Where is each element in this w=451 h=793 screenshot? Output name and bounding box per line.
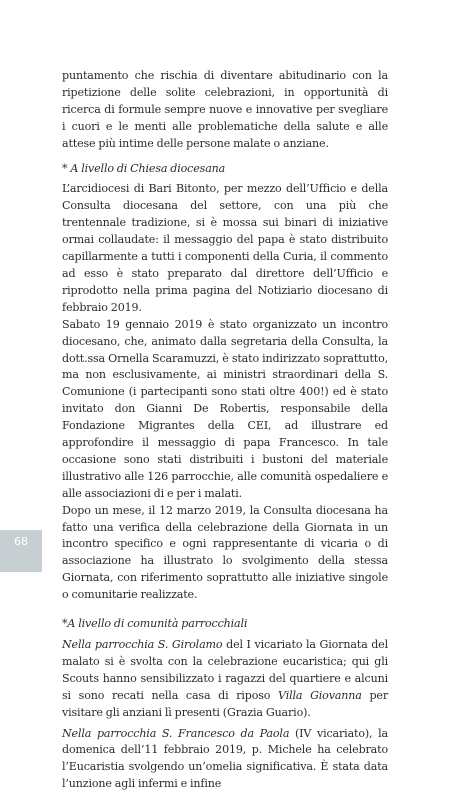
girolamo-text-a: del I vicariato la Giornata del malato si è svolta con la celebrazione eucaristica; qui gli Scouts hanno sensibilizzato i ragazzi del quartiere e alcuni si sono recati nella casa di riposo — [62, 638, 388, 702]
parish-name-francesco: Nella parrocchia S. Francesco da Paola — [62, 726, 290, 740]
paragraph-diocesana-2: Sabato 19 gennaio 2019 è stato organizzato un incontro diocesano, che, animato dalla segretaria della Consulta, la dott.ssa Ornella Scaramuzzi, è stato indirizzato soprattutto, ma non esclusivamente, ai ministri straordinari della S. Comunione (i partecipanti sono stati oltre 400!) ed è stato invitato don Gianni De Robertis, responsabile della Fondazione Migrantes della CEI, ad illustrare ed approfondire il messaggio di papa Francesco. In tale occasione sono stati distribuiti i bustoni del materiale illustrativo alle 126 parrocchie, alle comunità ospedaliere e alle associazioni di e per i malati. — [62, 317, 388, 500]
girolamo-text-b: per visitare gli anziani lì presenti (Grazia Guario). — [62, 688, 388, 719]
intro-paragraph: puntamento che rischia di diventare abitudinario con la ripetizione delle solite celebrazioni, in opportunità di ricerca di formule sempre nuove e innovative per svegliare i cuori e le menti alle problematiche della salute e alle attese più intime delle persone malate o anziane. — [62, 69, 388, 150]
francesco-text: (IV vicariato), la domenica dell’11 febbraio 2019, p. Michele ha celebrato l’Eucaristia svolgendo un’omelia significativa. È stata data l’unzione agli infermi e infine — [62, 726, 389, 791]
paragraph-diocesana-3: Dopo un mese, il 12 marzo 2019, la Consulta diocesana ha fatto una verifica della celebrazione della Giornata in un incontro specifico e ogni rappresentante di vicaria o di associazione ha illustrato lo svolgimento della stessa Giornata, con riferimento soprattutto alle iniziative singole o comunitarie realizzate. — [62, 503, 388, 602]
section-heading-parrocchiale: *A livello di comunità parrocchiali — [62, 617, 248, 631]
nursing-home-name: Villa Giovanna — [278, 688, 362, 702]
paragraph-francesco — [62, 726, 388, 793]
section-heading-diocesana: * A livello di Chiesa diocesana — [62, 161, 226, 175]
parish-name-girolamo: Nella parrocchia S. Girolamo — [62, 638, 223, 651]
page-number: 68 — [14, 535, 28, 548]
paragraph-diocesana-1: L’arcidiocesi di Bari Bitonto, per mezzo dell’Ufficio e della Consulta diocesana del settore, con una più che trentennale tradizione, si è mossa sui binari di iniziative ormai collaudate: il messaggio del papa è stato distribuito capillarmente a tutti i componenti della Curia, il commento ad esso è stato preparato dal direttore dell’Ufficio e riprodotto nella prima pagina del Notiziario diocesano di febbraio 2019. — [62, 182, 388, 314]
body-text — [62, 68, 388, 793]
paragraph-girolamo — [62, 637, 388, 722]
